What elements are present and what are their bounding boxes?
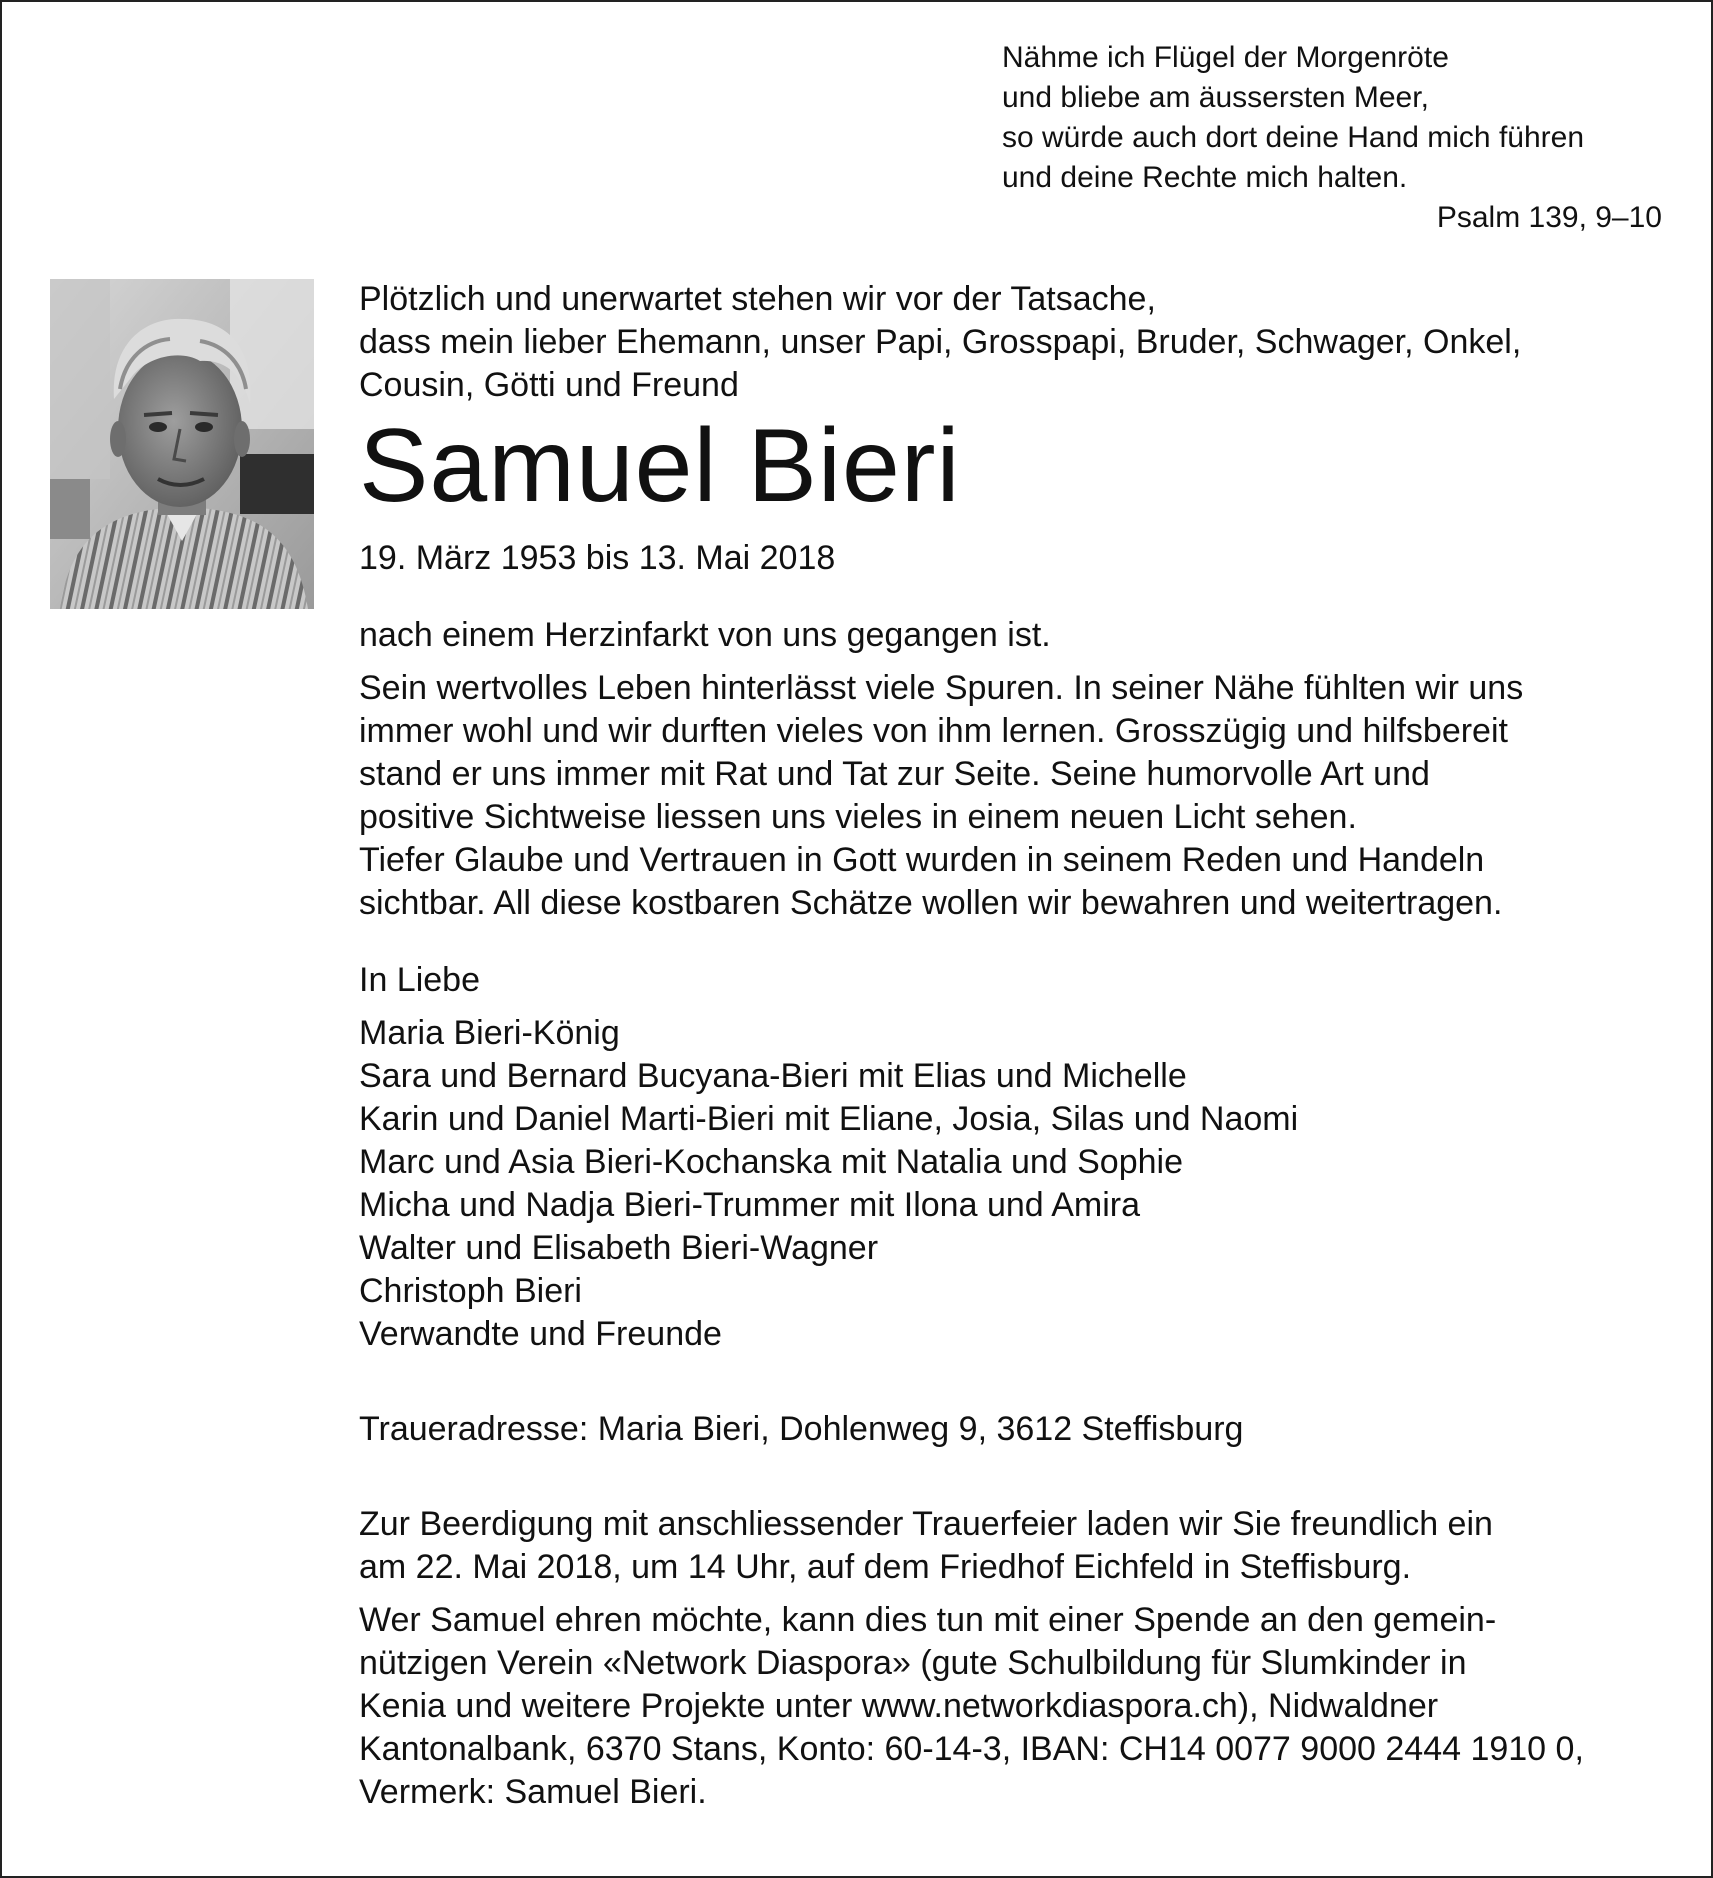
intro-line: dass mein lieber Ehemann, unser Papi, Grosspapi, Bruder, Schwager, Onkel, [359, 323, 1522, 361]
funeral-info [359, 1503, 1661, 1589]
mourner-item: Christoph Bieri [359, 1272, 582, 1310]
mourner-item: Walter und Elisabeth Bieri-Wagner [359, 1229, 879, 1267]
tribute-line: Tiefer Glaube und Vertrauen in Gott wurden in seinem Reden und Handeln [359, 841, 1485, 879]
mourner-item: Sara und Bernard Bucyana-Bieri mit Elias und Michelle [359, 1057, 1187, 1095]
donation-line: Vermerk: Samuel Bieri. [359, 1773, 707, 1811]
mourning-address: Traueradresse: Maria Bieri, Dohlenweg 9, 3612 Steffisburg [359, 1410, 1244, 1448]
donation-line: Kantonalbank, 6370 Stans, Konto: 60-14-3, IBAN: CH14 0077 9000 2444 1910 0, [359, 1730, 1584, 1768]
donation-info [359, 1599, 1661, 1814]
donation-line: Kenia und weitere Projekte unter www.networkdiaspora.ch), Nidwaldner [359, 1687, 1439, 1725]
tribute-line: positive Sichtweise liessen uns vieles in einem neuen Licht sehen. [359, 798, 1357, 836]
intro-line: Plötzlich und unerwartet stehen wir vor der Tatsache, [359, 280, 1156, 318]
deceased-name: Samuel Bieri [359, 408, 961, 524]
funeral-line: Zur Beerdigung mit anschliessender Trauerfeier laden wir Sie freundlich ein [359, 1505, 1493, 1543]
life-dates: 19. März 1953 bis 13. Mai 2018 [359, 539, 836, 577]
obituary-body [359, 278, 1659, 1814]
donation-line: Wer Samuel ehren möchte, kann dies tun mit einer Spende an den gemein- [359, 1601, 1497, 1639]
intro-line: Cousin, Götti und Freund [359, 366, 739, 404]
tribute-line: sichtbar. All diese kostbaren Schätze wollen wir bewahren und weitertragen. [359, 884, 1503, 922]
psalm-reference: Psalm 139, 9–10 [1436, 201, 1662, 234]
psalm-line: Nähme ich Flügel der Morgenröte [1002, 41, 1449, 74]
mourner-item: Maria Bieri-König [359, 1014, 620, 1052]
mourner-item: Verwandte und Freunde [359, 1315, 722, 1353]
psalm-line: und bliebe am äussersten Meer, [1002, 81, 1429, 114]
psalm-quote [1002, 38, 1662, 238]
mourner-item: Marc und Asia Bieri-Kochanska mit Natalia und Sophie [359, 1143, 1183, 1181]
donation-line: nützigen Verein «Network Diaspora» (gute Schulbildung für Slumkinder in [359, 1644, 1467, 1682]
mourner-item: Micha und Nadja Bieri-Trummer mit Ilona und Amira [359, 1186, 1141, 1224]
mourners-list [359, 1012, 1659, 1356]
tribute-line: stand er uns immer mit Rat und Tat zur Seite. Seine humorvolle Art und [359, 755, 1430, 793]
mourner-item: Karin und Daniel Marti-Bieri mit Eliane, Josia, Silas und Naomi [359, 1100, 1299, 1138]
portrait-photo [50, 279, 314, 609]
tribute-paragraph [359, 667, 1659, 925]
psalm-line: so würde auch dort deine Hand mich führen [1002, 121, 1585, 154]
tribute-line: immer wohl und wir durften vieles von ihm lernen. Grosszügig und hilfsbereit [359, 712, 1508, 750]
psalm-line: und deine Rechte mich halten. [1002, 161, 1408, 194]
tribute-line: Sein wertvolles Leben hinterlässt viele Spuren. In seiner Nähe fühlten wir uns [359, 669, 1524, 707]
closing-text: In Liebe [359, 961, 480, 999]
funeral-line: am 22. Mai 2018, um 14 Uhr, auf dem Friedhof Eichfeld in Steffisburg. [359, 1548, 1412, 1586]
passing-text: nach einem Herzinfarkt von uns gegangen ist. [359, 616, 1051, 654]
